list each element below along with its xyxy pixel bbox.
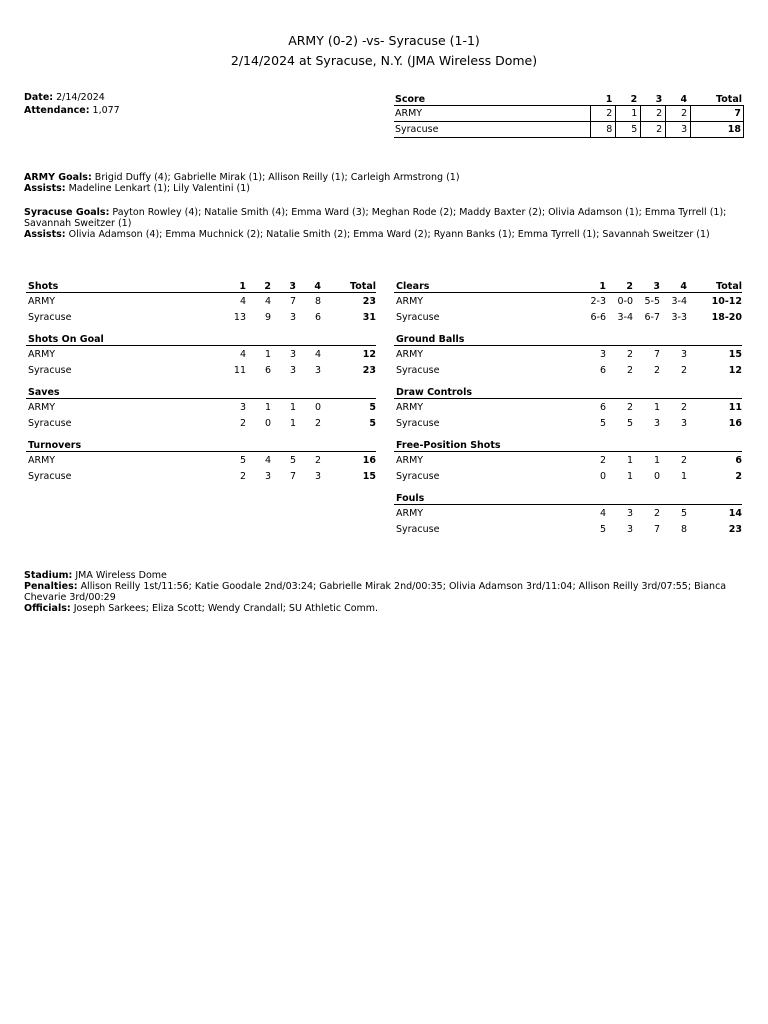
period-value: 0 [314, 401, 321, 413]
period-value: 2 [239, 417, 246, 429]
stat-row [26, 346, 376, 362]
team-name: Syracuse [396, 523, 440, 535]
stat-label: Ground Balls [396, 334, 465, 345]
period-value: 8 [680, 523, 687, 535]
game-footer [24, 570, 734, 614]
total-value: 16 [728, 417, 742, 429]
stat-row [394, 521, 742, 537]
team-name: ARMY [28, 348, 56, 360]
period-value: 2 [680, 401, 687, 413]
period-value: 6-6 [590, 311, 606, 323]
shots-table [26, 278, 376, 325]
period-value: 2 [626, 348, 633, 360]
syracuse-assists-line [24, 229, 734, 240]
period-header: 1 [599, 281, 606, 292]
total-value: 16 [362, 454, 376, 466]
penalties-value: Allison Reilly 1st/11:56; Katie Goodale 2nd/03:24; Gabrielle Mirak 2nd/00:35; Olivia Adamson 3rd/11:04; Allison Reilly 3rd/07:55; Bianca Chevarie 3rd/00:29 [24, 581, 727, 603]
period-value: 3 [599, 348, 606, 360]
total-value: 10-12 [711, 295, 742, 307]
team-name: Syracuse [396, 364, 440, 376]
period-value: 1 [626, 454, 633, 466]
period-header: 1 [239, 281, 246, 292]
stat-header [26, 331, 376, 346]
score-row [394, 106, 744, 122]
syracuse-assists-text: Olivia Adamson (4); Emma Muchnick (2); Natalie Smith (2); Emma Ward (2); Ryann Banks (1); Emma Tyrrell (1); Savannah Sweitzer (1) [68, 229, 710, 240]
team-name: Syracuse [396, 470, 440, 482]
period-value: 3 [289, 364, 296, 376]
army-scoring [24, 172, 734, 194]
period-value: 5 [680, 507, 687, 519]
score-period-header: 3 [655, 94, 663, 105]
period-value: 3 [264, 470, 271, 482]
period-value: 4 [239, 295, 246, 307]
syracuse-scoring [24, 207, 734, 240]
total-value: 12 [362, 348, 376, 360]
score-period-header: 2 [630, 94, 638, 105]
stat-label: Saves [28, 387, 60, 398]
score-row [394, 122, 744, 138]
total-value: 31 [362, 311, 376, 323]
team-name: Syracuse [28, 311, 72, 323]
period-value: 1 [653, 401, 660, 413]
team-name: ARMY [396, 295, 424, 307]
stadium-value: JMA Wireless Dome [75, 570, 167, 581]
stadium-line [24, 570, 734, 581]
period-header: 2 [264, 281, 271, 292]
period-score: 3 [665, 122, 690, 137]
period-value: 7 [653, 523, 660, 535]
period-value: 3 [680, 348, 687, 360]
period-value: 3-4 [617, 311, 633, 323]
period-value: 2-3 [590, 295, 606, 307]
period-value: 8 [314, 295, 321, 307]
period-value: 2 [314, 454, 321, 466]
period-value: 4 [264, 295, 271, 307]
army-assists-label: Assists: [24, 183, 66, 194]
period-value: 3 [626, 507, 633, 519]
period-value: 1 [653, 454, 660, 466]
period-value: 5 [599, 523, 606, 535]
team-name: ARMY [396, 507, 424, 519]
period-value: 2 [626, 364, 633, 376]
period-value: 7 [289, 295, 296, 307]
army-goals-label: ARMY Goals: [24, 172, 92, 183]
period-value: 5 [239, 454, 246, 466]
shots-on-goal-table [26, 331, 376, 378]
period-value: 1 [264, 348, 271, 360]
period-value: 6-7 [644, 311, 660, 323]
stat-row [394, 468, 742, 484]
period-value: 5 [289, 454, 296, 466]
attendance-value: 1,077 [92, 105, 120, 116]
period-score: 2 [640, 106, 665, 121]
stat-label: Free-Position Shots [396, 440, 501, 451]
period-value: 6 [314, 311, 321, 323]
attendance-line [24, 105, 120, 116]
period-value: 3 [680, 417, 687, 429]
stat-label: Draw Controls [396, 387, 472, 398]
team-name: Syracuse [396, 417, 440, 429]
period-score: 8 [590, 122, 615, 137]
period-value: 2 [314, 417, 321, 429]
stat-row [26, 309, 376, 325]
army-assists-text: Madeline Lenkart (1); Lily Valentini (1) [68, 183, 250, 194]
stat-label: Shots [28, 281, 59, 292]
period-value: 3-3 [671, 311, 687, 323]
period-value: 13 [233, 311, 246, 323]
syracuse-goals-line [24, 207, 734, 229]
stat-row [26, 399, 376, 415]
period-score: 2 [665, 106, 690, 121]
date-value: 2/14/2024 [56, 92, 105, 103]
period-header: 4 [314, 281, 321, 292]
period-header: 3 [289, 281, 296, 292]
free-position-shots-table [394, 437, 742, 484]
total-value: 5 [369, 401, 376, 413]
period-value: 2 [680, 454, 687, 466]
period-value: 2 [653, 364, 660, 376]
total-value: 12 [728, 364, 742, 376]
period-value: 6 [599, 401, 606, 413]
team-name: Syracuse [396, 311, 440, 323]
team-name: ARMY [396, 401, 424, 413]
period-value: 2 [680, 364, 687, 376]
period-value: 1 [264, 401, 271, 413]
score-period-header: 4 [680, 94, 688, 105]
period-score: 5 [615, 122, 640, 137]
penalties-line [24, 581, 734, 603]
penalties-label: Penalties: [24, 581, 78, 592]
period-value: 2 [653, 507, 660, 519]
stat-row [394, 293, 742, 309]
period-value: 5 [626, 417, 633, 429]
total-header: Total [716, 281, 742, 292]
stat-row [26, 452, 376, 468]
period-value: 7 [289, 470, 296, 482]
period-value: 3 [289, 348, 296, 360]
period-value: 5 [599, 417, 606, 429]
period-value: 3 [626, 523, 633, 535]
officials-label: Officials: [24, 603, 71, 614]
turnovers-table [26, 437, 376, 484]
syracuse-goals-label: Syracuse Goals: [24, 207, 110, 218]
period-value: 2 [239, 470, 246, 482]
total-value: 5 [369, 417, 376, 429]
period-score: 2 [590, 106, 615, 121]
syracuse-assists-label: Assists: [24, 229, 66, 240]
period-value: 7 [653, 348, 660, 360]
stat-row [26, 415, 376, 431]
stat-header [26, 437, 376, 452]
period-value: 4 [599, 507, 606, 519]
stat-header [394, 278, 742, 293]
period-value: 1 [680, 470, 687, 482]
score-period-header: 1 [605, 94, 613, 105]
ground-balls-table [394, 331, 742, 378]
period-value: 2 [626, 401, 633, 413]
period-value: 6 [599, 364, 606, 376]
stat-header [394, 384, 742, 399]
stat-row [394, 415, 742, 431]
period-value: 3 [314, 364, 321, 376]
period-value: 3 [239, 401, 246, 413]
period-value: 9 [264, 311, 271, 323]
game-subtitle: 2/14/2024 at Syracuse, N.Y. (JMA Wireless Dome) [230, 53, 538, 68]
stat-row [394, 309, 742, 325]
period-header: 2 [626, 281, 633, 292]
team-name: ARMY [28, 295, 56, 307]
team-name: Syracuse [28, 417, 72, 429]
stat-row [394, 346, 742, 362]
stat-header [394, 331, 742, 346]
period-value: 1 [289, 417, 296, 429]
stat-row [26, 468, 376, 484]
period-value: 1 [626, 470, 633, 482]
army-goals-text: Brigid Duffy (4); Gabrielle Mirak (1); Allison Reilly (1); Carleigh Armstrong (1) [94, 172, 460, 183]
total-header: Total [350, 281, 376, 292]
stat-label: Fouls [396, 493, 425, 504]
period-value: 3 [653, 417, 660, 429]
period-score: 2 [640, 122, 665, 137]
team-name: ARMY [395, 108, 423, 119]
period-value: 3-4 [671, 295, 687, 307]
officials-value: Joseph Sarkees; Eliza Scott; Wendy Crandall; SU Athletic Comm. [73, 603, 379, 614]
syracuse-goals-text: Payton Rowley (4); Natalie Smith (4); Emma Ward (3); Meghan Rode (2); Maddy Baxter (2); Olivia Adamson (1); Emma Tyrrell (1); Savannah Sweitzer (1) [24, 207, 727, 229]
period-value: 0-0 [617, 295, 633, 307]
total-value: 23 [362, 295, 376, 307]
score-header [394, 92, 744, 106]
period-value: 5-5 [644, 295, 660, 307]
total-value: 18-20 [711, 311, 742, 323]
stat-header [394, 437, 742, 452]
saves-table [26, 384, 376, 431]
period-value: 2 [599, 454, 606, 466]
team-name: ARMY [396, 348, 424, 360]
team-name: ARMY [28, 454, 56, 466]
game-title: ARMY (0-2) -vs- Syracuse (1-1) [288, 33, 480, 48]
date-label: Date: [24, 92, 54, 103]
total-value: 15 [362, 470, 376, 482]
total-value: 23 [728, 523, 742, 535]
army-goals-line [24, 172, 734, 183]
total-value: 23 [362, 364, 376, 376]
stat-row [394, 505, 742, 521]
stat-label: Clears [396, 281, 430, 292]
fouls-table [394, 490, 742, 537]
total-value: 15 [728, 348, 742, 360]
date-line [24, 92, 105, 103]
period-value: 0 [653, 470, 660, 482]
period-value: 4 [264, 454, 271, 466]
total-value: 11 [728, 401, 742, 413]
team-name: ARMY [28, 401, 56, 413]
stat-label: Shots On Goal [28, 334, 104, 345]
stadium-label: Stadium: [24, 570, 73, 581]
team-name: Syracuse [28, 470, 72, 482]
clears-table [394, 278, 742, 325]
stat-header [26, 384, 376, 399]
total-score: 18 [690, 122, 744, 137]
team-name: Syracuse [395, 124, 439, 135]
period-value: 3 [314, 470, 321, 482]
period-value: 3 [289, 311, 296, 323]
attendance-label: Attendance: [24, 105, 90, 116]
stat-row [394, 452, 742, 468]
stat-header [394, 490, 742, 505]
team-name: ARMY [396, 454, 424, 466]
stat-label: Turnovers [28, 440, 82, 451]
stat-row [26, 362, 376, 378]
total-value: 6 [735, 454, 742, 466]
total-value: 14 [728, 507, 742, 519]
score-label: Score [395, 94, 426, 105]
period-value: 11 [233, 364, 246, 376]
score-table [394, 92, 744, 138]
period-header: 4 [680, 281, 687, 292]
stat-row [394, 399, 742, 415]
draw-controls-table [394, 384, 742, 431]
total-score: 7 [690, 106, 744, 121]
period-value: 0 [264, 417, 271, 429]
period-value: 4 [239, 348, 246, 360]
total-value: 2 [735, 470, 742, 482]
stat-row [394, 362, 742, 378]
period-value: 4 [314, 348, 321, 360]
period-score: 1 [615, 106, 640, 121]
army-assists-line [24, 183, 734, 194]
period-header: 3 [653, 281, 660, 292]
period-value: 6 [264, 364, 271, 376]
team-name: Syracuse [28, 364, 72, 376]
period-value: 1 [289, 401, 296, 413]
stat-header [26, 278, 376, 293]
score-total-header: Total [716, 94, 743, 105]
period-value: 0 [599, 470, 606, 482]
stat-row [26, 293, 376, 309]
officials-line [24, 603, 734, 614]
